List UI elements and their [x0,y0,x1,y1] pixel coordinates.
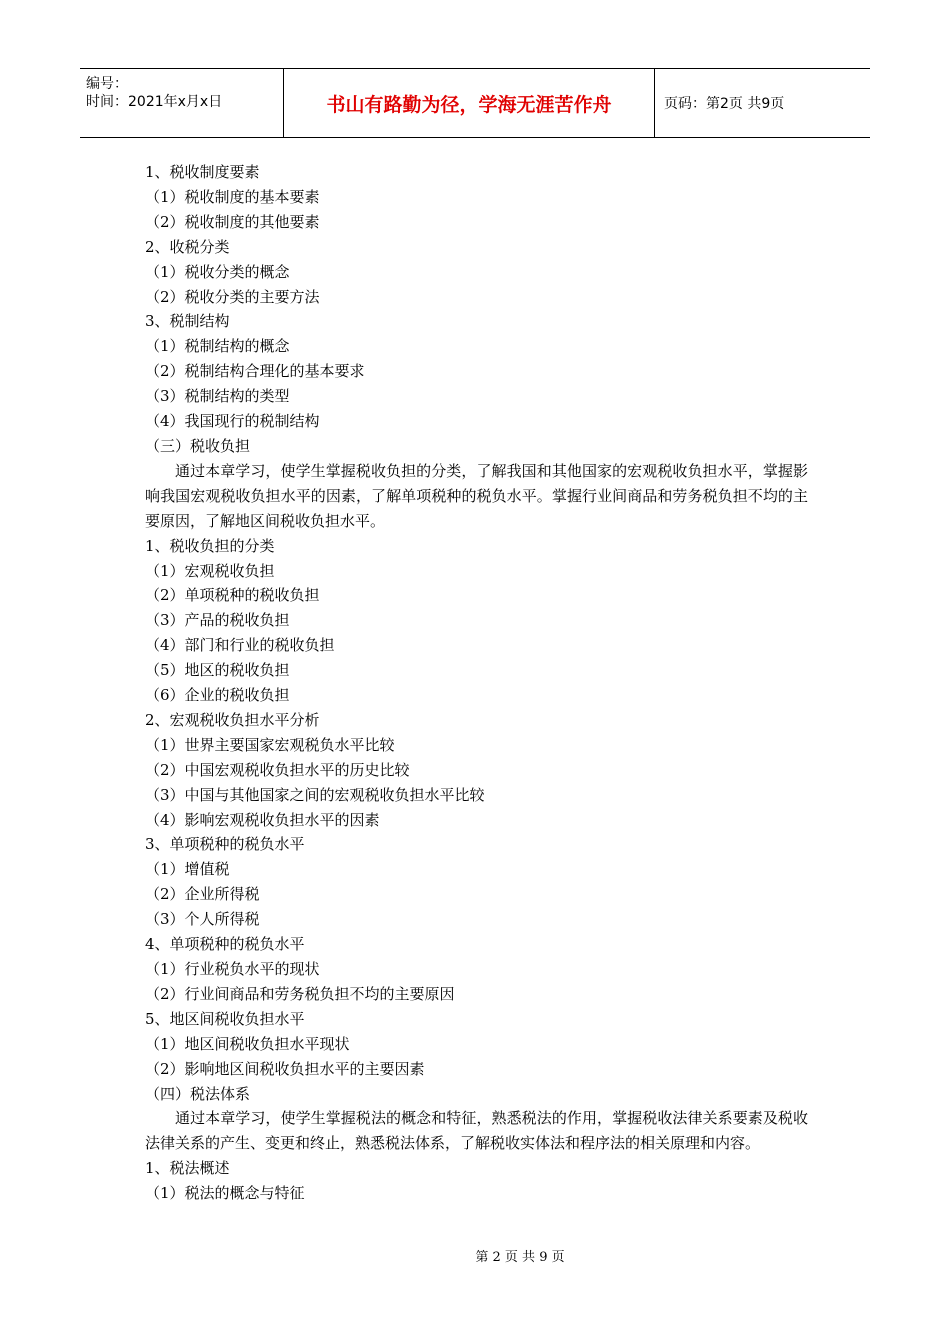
outline-line: （3）中国与其他国家之间的宏观税收负担水平比较 [145,785,485,804]
outline-line: 1、税法概述 [145,1159,230,1178]
outline-line: （4）影响宏观税收负担水平的因素 [145,810,380,829]
section-heading: （四）税法体系 [145,1084,251,1103]
outline-line: （6）企业的税收负担 [145,686,290,705]
outline-line: 2、收税分类 [145,237,230,256]
outline-line: （1）世界主要国家宏观税负水平比较 [145,735,395,754]
outline-line: （1）增值税 [145,860,230,879]
outline-line: （2）税制结构合理化的基本要求 [145,362,365,381]
page-header [80,68,870,138]
outline-line: （5）地区的税收负担 [145,661,290,680]
header-meta [80,69,283,137]
document-body [145,160,810,1206]
outline-line: （3）个人所得税 [145,910,260,929]
header-page [654,69,870,137]
outline-line: （1）税法的概念与特征 [145,1184,305,1203]
outline-line: 4、单项税种的税负水平 [145,935,305,954]
outline-line: （1）税制结构的概念 [145,337,290,356]
header-motto: 书山有路勤为径，学海无涯苦作舟 [283,69,655,137]
section-heading: （三）税收负担 [145,436,251,455]
outline-line: （2）税收制度的其他要素 [145,212,320,231]
outline-line: （3）产品的税收负担 [145,611,290,630]
outline-line: （2）税收分类的主要方法 [145,287,320,306]
outline-line: 3、单项税种的税负水平 [145,835,305,854]
outline-line: （2）中国宏观税收负担水平的历史比较 [145,760,410,779]
outline-line: 3、税制结构 [145,312,230,331]
page-footer: 第 2 页 共 9 页 [475,1250,565,1265]
outline-line: （2）单项税种的税收负担 [145,586,320,605]
outline-line: （1）税收制度的基本要素 [145,187,320,206]
header-page-label: 页码：第2页 共9页 [664,96,785,112]
outline-line: （4）部门和行业的税收负担 [145,636,335,655]
outline-line: 2、宏观税收负担水平分析 [145,710,320,729]
header-number: 编号： [86,76,128,92]
outline-line: （4）我国现行的税制结构 [145,412,320,431]
outline-line: （3）税制结构的类型 [145,387,290,406]
outline-line: （1）行业税负水平的现状 [145,960,320,978]
paragraph: 通过本章学习，使学生掌握税法的概念和特征，熟悉税法的作用，掌握税收法律关系要素及税收法律关系的产生、变更和终止，熟悉税法体系，了解税收实体法和程序法的相关原理和内容。 [145,1109,808,1153]
header-date: 时间：2021年x月x日 [86,94,223,110]
outline-line: 1、税收制度要素 [145,163,260,181]
outline-line: （2）影响地区间税收负担水平的主要因素 [145,1059,425,1078]
outline-line: （1）宏观税收负担 [145,561,275,580]
outline-line: 1、税收负担的分类 [145,536,275,555]
outline-line: （2）行业间商品和劳务税负担不均的主要原因 [145,984,455,1003]
outline-line: （1）税收分类的概念 [145,262,290,281]
outline-line: （2）企业所得税 [145,885,260,904]
outline-line: （1）地区间税收负担水平现状 [145,1034,350,1053]
outline-line: 5、地区间税收负担水平 [145,1009,305,1028]
paragraph: 通过本章学习，使学生掌握税收负担的分类，了解我国和其他国家的宏观税收负担水平，掌握影响我国宏观税收负担水平的因素，了解单项税种的税负水平。掌握行业间商品和劳务税负担不均的主要原因，了解地区间税收负担水平。 [145,461,808,530]
